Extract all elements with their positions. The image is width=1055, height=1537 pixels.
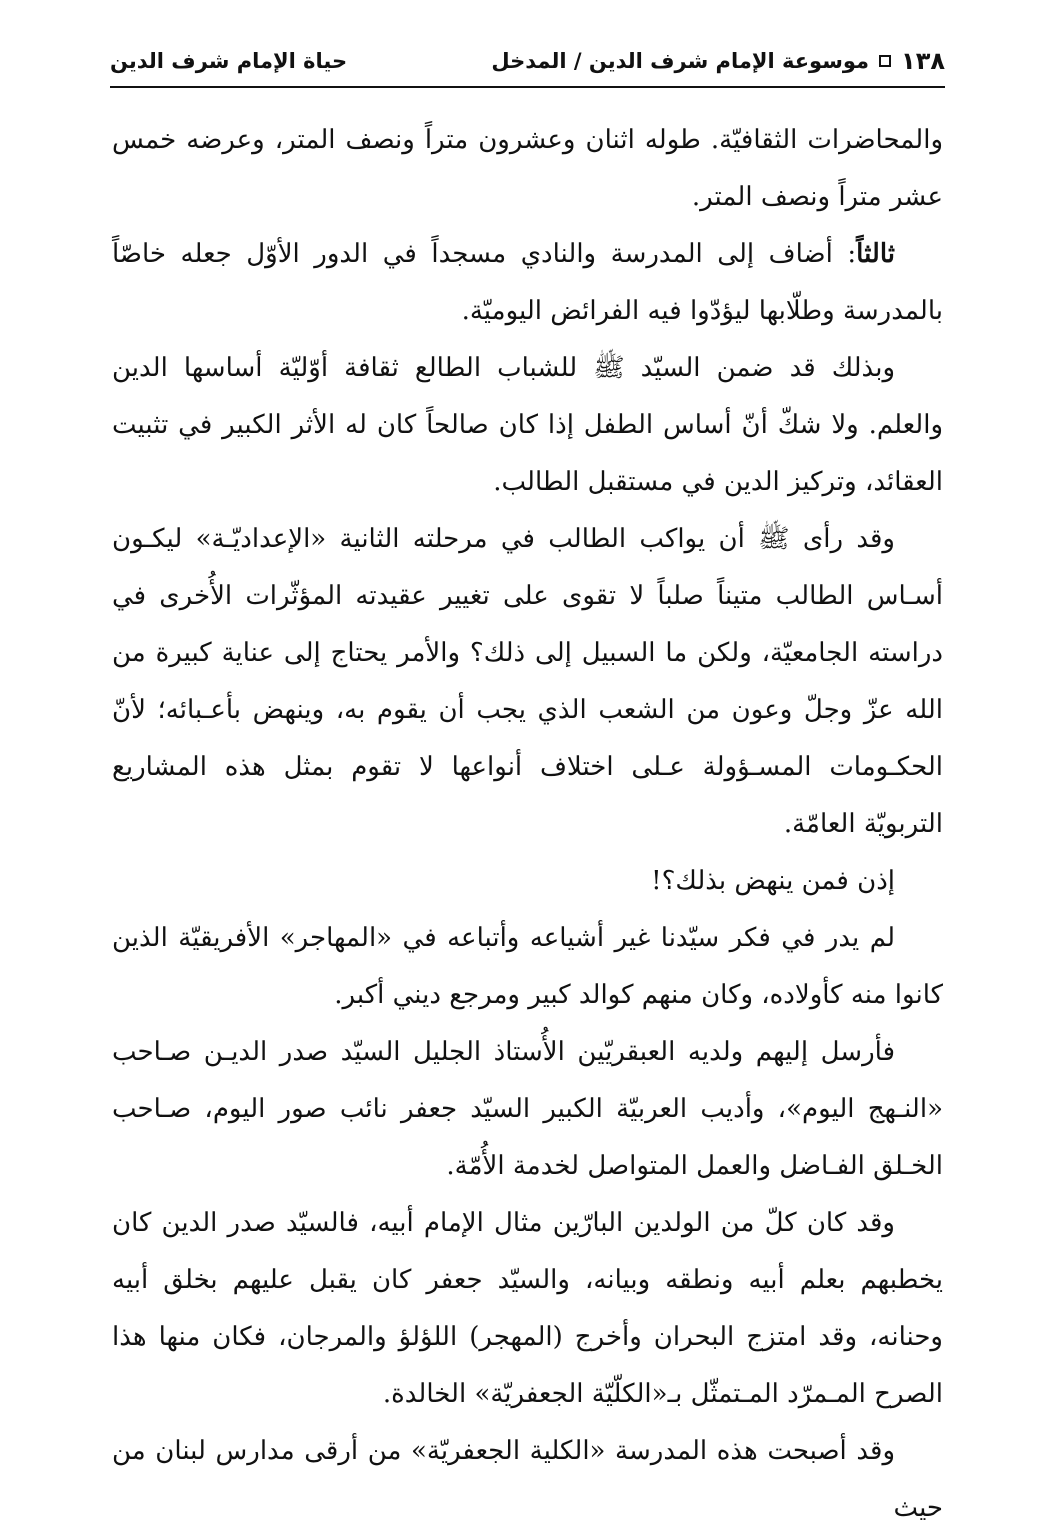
square-separator-icon <box>879 55 891 67</box>
paragraph <box>112 226 943 340</box>
paragraph: وقد أصبحت هذه المدرسة «الكلية الجعفريّة» من أرقى مدارس لبنان من حيث <box>112 1436 943 1523</box>
body-text <box>112 112 943 1537</box>
paragraph: والمحاضرات الثقافيّة. طوله اثنان وعشرون متراً ونصف المتر، وعرضه خمس عشر متراً ونصف المتر. <box>112 125 943 212</box>
header-divider <box>110 86 945 88</box>
page-number: ١٣٨ <box>901 47 945 75</box>
header-series-group <box>491 47 945 75</box>
paragraph: وبذلك قد ضمن السيّد ﷺ للشباب الطالع ثقافة أوّليّة أساسها الدين والعلم. ولا شكّ أنّ أساس الطفل إذا كان صالحاً كان له الأثر الكبير في تثبيت العقائد، وتركيز الدين في مستقبل الطالب. <box>112 353 943 497</box>
paragraph: فأرسل إليهم ولديه العبقريّين الأُستاذ الجليل السيّد صدر الديـن صـاحب «النـهج اليوم»، وأديب العربيّة الكبير السيّد جعفر نائب صور اليوم، صـاحب الخـلق الفـاضل والعمل المتواصل لخدمة الأُمّة. <box>112 1037 943 1181</box>
paragraph: لم يدر في فكر سيّدنا غير أشياعه وأتباعه في «المهاجر» الأفريقيّة الذين كانوا منه كأولاده، وكان منهم كوالد كبير ومرجع ديني أكبر. <box>112 923 943 1010</box>
paragraph: إذن فمن ينهض بذلك؟! <box>651 866 895 896</box>
paragraph-text: : أضاف إلى المدرسة والنادي مسجداً في الدور الأوّل جعله خاصّاً بالمدرسة وطلّابها ليؤدّوا فيه الفرائض اليوميّة. <box>112 239 943 326</box>
book-title: حياة الإمام شرف الدين <box>110 49 348 73</box>
paragraph-label: ثالثاً <box>856 239 895 269</box>
paragraph: وقد رأى ﷺ أن يواكب الطالب في مرحلته الثانية «الإعداديّـة» ليكـون أسـاس الطالب متيناً صلباً لا تقوى على تغيير عقيدته المؤثّرات الأُخرى في دراسته الجامعيّة، ولكن ما السبيل إلى ذلك؟ والأمر يحتاج إلى عناية كبيرة من الله عزّ وجلّ وعون من الشعب الذي يجب أن يقوم به، وينهض بأعـبائه؛ لأنّ الحكـومات المسـؤولة عـلى اختلاف أنواعها لا تقوم بمثل هذه المشاريع التربويّة العامّة. <box>112 524 943 839</box>
paragraph: وقد كان كلّ من الولدين البارّين مثال الإمام أبيه، فالسيّد صدر الدين كان يخطبهم بعلم أبيه ونطقه وبيانه، والسيّد جعفر كان يقبل عليهم بخلق أبيه وحنانه، وقد امتزج البحران وأخرج (المهجر) اللؤلؤ والمرجان، فكان منها هذا الصرح المـمرّد المـتمثّل بـ«الكلّيّة الجعفريّة» الخالدة. <box>112 1208 943 1409</box>
running-header <box>110 40 945 82</box>
series-title: موسوعة الإمام شرف الدين / المدخل <box>491 49 870 73</box>
